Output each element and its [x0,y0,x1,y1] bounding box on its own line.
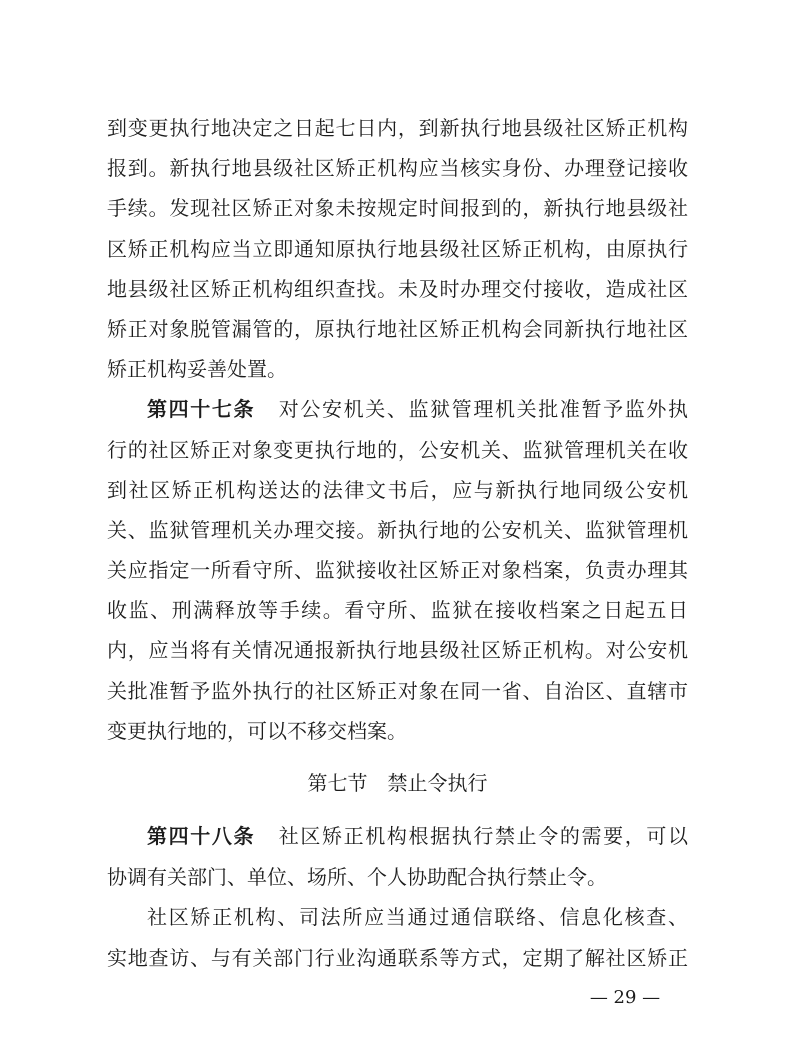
paragraph-first-line: 社区矫正机构、司法所应当通过通信联络、信息化核查、 [147,905,688,930]
paragraph-line: 到变更执行地决定之日起七日内，到新执行地县级社区矫正机构 [107,116,688,140]
paragraph-line: 关应指定一所看守所、监狱接收社区矫正对象档案，负责办理其 [107,558,688,583]
article-47-text: 对公安机关、监狱管理机关批准暂予监外执 [277,397,688,422]
text-block-lower [107,816,688,979]
paragraph-line: 关批准暂予监外执行的社区矫正对象在同一省、自治区、直辖市 [107,678,688,703]
paragraph-line: 地县级社区矫正机构组织查找。未及时办理交付接收，造成社区 [107,276,688,301]
article-48-text: 社区矫正机构根据执行禁止令的需要，可以 [277,824,688,848]
paragraph-line: 矫正机构妥善处置。 [107,357,287,382]
paragraph-line: 报到。新执行地县级社区矫正机构应当核实身份、办理登记接收 [107,156,688,181]
section-heading: 第七节 禁止令执行 [307,771,488,795]
paragraph-line: 区矫正机构应当立即通知原执行地县级社区矫正机构，由原执行 [107,236,688,261]
article-47-label: 第四十七条 [147,397,256,422]
page-number: — 29 — [589,987,661,1008]
paragraph-line: 变更执行地的，可以不移交档案。 [107,718,407,743]
article-47-first-line [107,389,688,429]
paragraph-line: 行的社区矫正对象变更执行地的，公安机关、监狱管理机关在收 [107,437,688,462]
paragraph-line: 内，应当将有关情况通报新执行地县级社区矫正机构。对公安机 [107,638,688,663]
paragraph-line: 收监、刑满释放等手续。看守所、监狱在接收档案之日起五日 [107,598,688,623]
paragraph-line: 矫正对象脱管漏管的，原执行地社区矫正机构会同新执行地社区 [107,316,688,341]
article-48-label: 第四十八条 [147,824,256,848]
text-block-upper [107,108,688,751]
paragraph-line: 到社区矫正机构送达的法律文书后，应与新执行地同级公安机 [107,477,688,502]
paragraph-line: 关、监狱管理机关办理交接。新执行地的公安机关、监狱管理机 [107,517,688,542]
paragraph-line: 实地查访、与有关部门行业沟通联系等方式，定期了解社区矫正 [107,946,688,971]
paragraph-line: 协调有关部门、单位、场所、个人协助配合执行禁止令。 [107,864,607,889]
article-48-first-line [107,816,688,857]
paragraph-line: 手续。发现社区矫正对象未按规定时间报到的，新执行地县级社 [107,196,688,221]
